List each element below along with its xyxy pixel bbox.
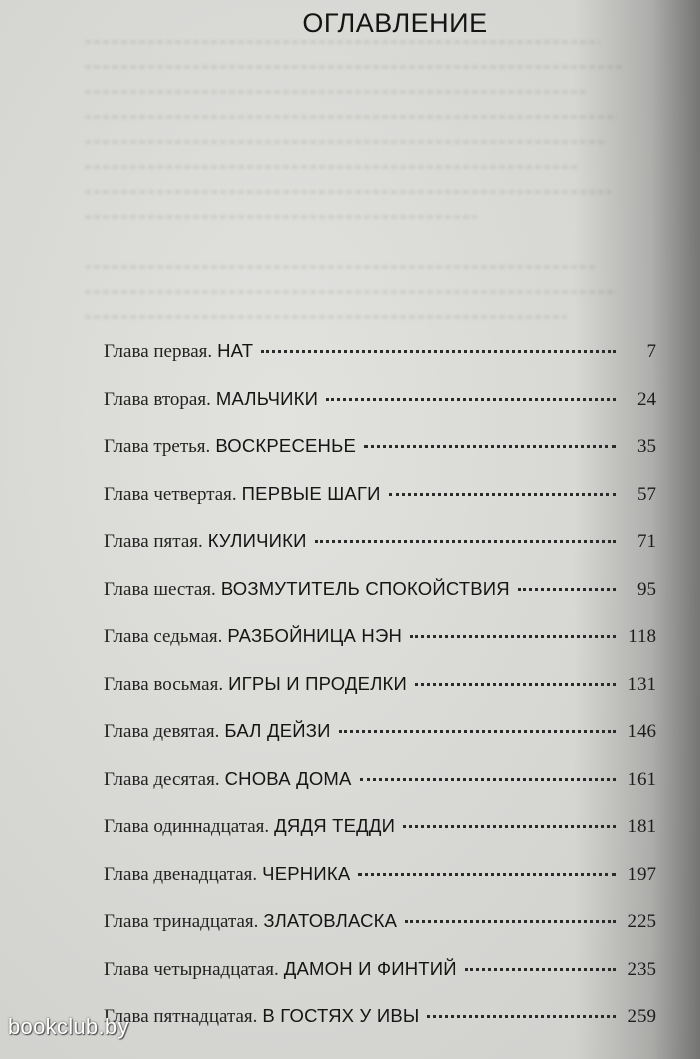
toc-page-number: 95 (637, 578, 656, 600)
toc-chapter-number: Глава десятая. (104, 768, 220, 790)
toc-leader-dots (364, 445, 616, 448)
toc-entry (104, 958, 656, 1006)
toc-leader-dots (389, 493, 616, 496)
toc-entry (104, 1005, 656, 1053)
toc-chapter-number: Глава одиннадцатая. (104, 816, 270, 837)
toc-chapter-title: ДАМОН И ФИНТИЙ (283, 957, 457, 979)
toc-leader-dots (261, 350, 616, 353)
toc-chapter-title: ЧЕРНИКА (262, 862, 351, 884)
toc-chapter-number: Глава пятая. (104, 531, 203, 552)
toc-chapter-title: ВОСКРЕСЕНЬЕ (215, 435, 356, 456)
toc-page-number: 259 (627, 1006, 656, 1027)
page-title: ОГЛАВЛЕНИЕ (302, 8, 488, 38)
toc-leader-dots (403, 825, 616, 828)
toc-entry (104, 530, 656, 578)
toc-leader-dots (360, 778, 616, 781)
toc-leader-dots (465, 968, 616, 971)
toc-entry (104, 388, 656, 436)
toc-page-number: 225 (627, 911, 656, 932)
toc-leader-dots (339, 730, 616, 733)
toc-entry (104, 863, 656, 911)
toc-entry (104, 340, 656, 388)
toc-entry (104, 720, 656, 768)
toc-page-number: 146 (627, 721, 656, 742)
toc-chapter-number: Глава шестая. (104, 578, 216, 600)
toc-chapter-number: Глава четвертая. (104, 483, 237, 505)
toc-entry (104, 910, 656, 958)
toc-leader-dots (415, 683, 616, 686)
toc-entry (104, 578, 656, 626)
toc-page-number: 71 (637, 531, 656, 552)
toc-page-number: 118 (628, 626, 656, 647)
toc-chapter-number: Глава третья. (104, 436, 211, 457)
toc-chapter-number: Глава тринадцатая. (104, 911, 259, 932)
toc-chapter-number: Глава первая. (104, 341, 213, 362)
toc-page-number: 7 (646, 341, 656, 362)
toc-leader-dots (315, 540, 616, 543)
toc-entry (104, 673, 656, 721)
toc-chapter-title: БАЛ ДЕЙЗИ (224, 720, 331, 741)
toc-chapter-title: СНОВА ДОМА (224, 767, 352, 789)
toc-leader-dots (427, 1015, 616, 1018)
site-watermark: bookclub.by (8, 1014, 129, 1039)
toc-page-number: 24 (637, 388, 656, 410)
toc-chapter-title: ИГРЫ И ПРОДЕЛКИ (228, 672, 408, 694)
toc-chapter-number: Глава пятнадцатая. (104, 1006, 258, 1027)
toc-chapter-number: Глава двенадцатая. (104, 863, 258, 885)
toc-chapter-title: ЗЛАТОВЛАСКА (263, 910, 398, 931)
table-of-contents (104, 340, 656, 1053)
toc-chapter-title: РАЗБОЙНИЦА НЭН (227, 625, 403, 646)
toc-chapter-number: Глава восьмая. (104, 673, 224, 695)
toc-entry (104, 435, 656, 483)
toc-entry (104, 768, 656, 816)
show-through-text (85, 40, 645, 380)
toc-leader-dots (518, 588, 616, 591)
toc-chapter-title: ВОЗМУТИТЕЛЬ СПОКОЙСТВИЯ (220, 577, 510, 599)
toc-chapter-number: Глава девятая. (104, 721, 220, 742)
toc-chapter-number: Глава седьмая. (104, 626, 223, 647)
toc-chapter-number: Глава вторая. (104, 388, 211, 410)
toc-chapter-title: НАТ (217, 340, 254, 361)
toc-entry (104, 483, 656, 531)
toc-entry (104, 625, 656, 673)
toc-leader-dots (410, 635, 616, 638)
toc-page-number: 197 (627, 863, 656, 885)
toc-entry (104, 815, 656, 863)
toc-chapter-title: КУЛИЧИКИ (207, 530, 307, 551)
toc-chapter-title: ПЕРВЫЕ ШАГИ (241, 482, 381, 504)
toc-page-number: 181 (627, 816, 656, 837)
toc-page-number: 131 (627, 673, 656, 695)
toc-page-number: 161 (627, 768, 656, 790)
toc-chapter-title: ДЯДЯ ТЕДДИ (274, 815, 396, 836)
toc-chapter-title: В ГОСТЯХ У ИВЫ (262, 1005, 420, 1026)
toc-chapter-title: МАЛЬЧИКИ (215, 387, 319, 409)
toc-page-number: 235 (627, 958, 656, 980)
toc-leader-dots (326, 398, 616, 401)
toc-leader-dots (358, 873, 616, 876)
toc-chapter-number: Глава четырнадцатая. (104, 958, 279, 980)
toc-leader-dots (405, 920, 616, 923)
toc-page-number: 35 (637, 436, 656, 457)
toc-page-number: 57 (637, 483, 656, 505)
